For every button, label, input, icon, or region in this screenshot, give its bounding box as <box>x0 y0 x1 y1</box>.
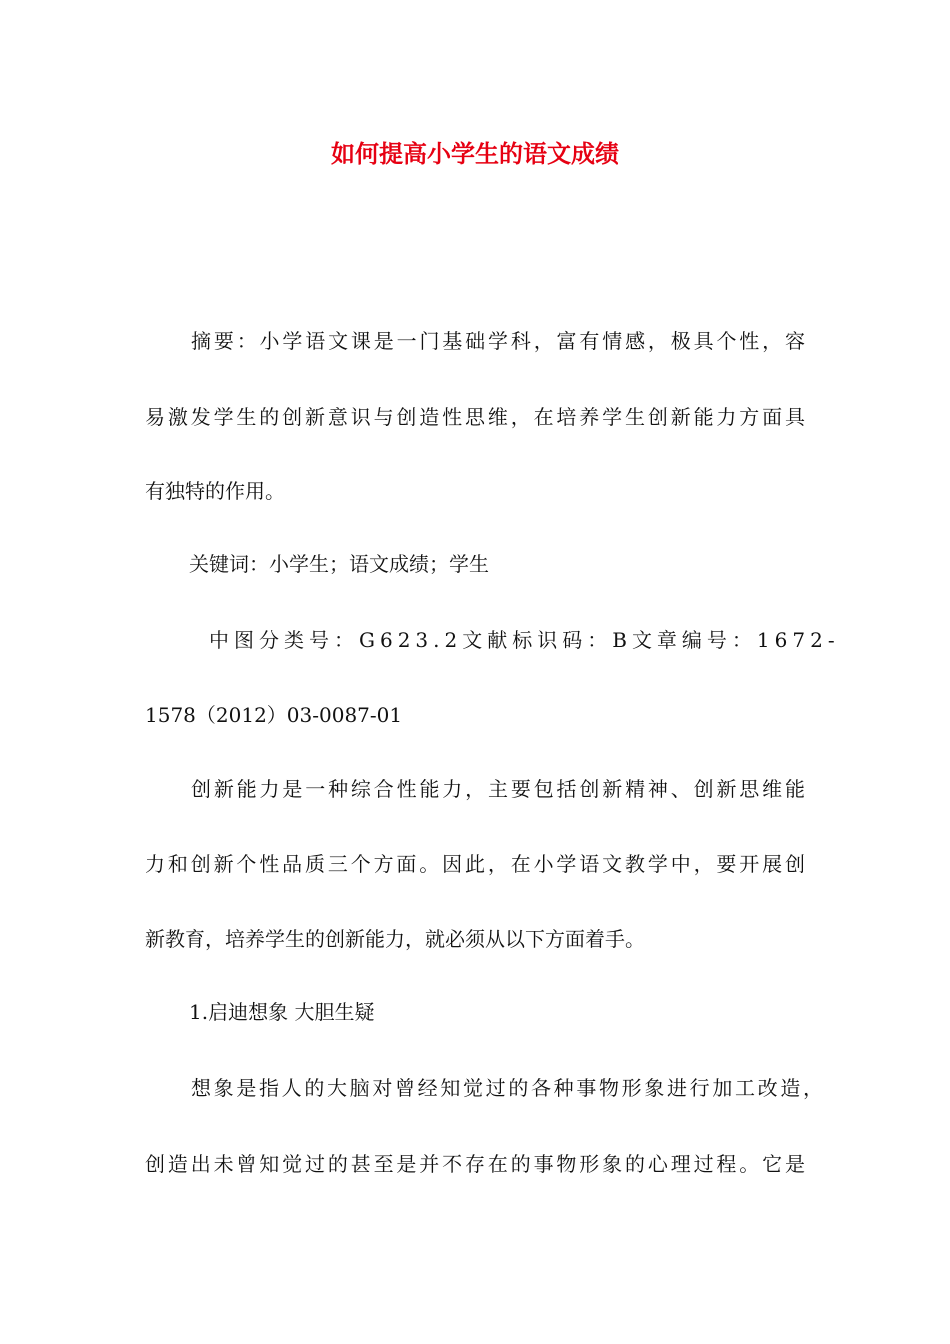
paragraph-2-line-2: 创造出未曾知觉过的甚至是并不存在的事物形象的心理过程。它是 <box>145 1152 805 1176</box>
document-title: 如何提高小学生的语文成绩 <box>331 139 619 168</box>
keywords-line: 关键词：小学生；语文成绩；学生 <box>189 552 489 576</box>
article-number-continued: 1578（2012）03-0087-01 <box>145 703 403 727</box>
abstract-line-2: 易激发学生的创新意识与创造性思维，在培养学生创新能力方面具 <box>145 405 805 429</box>
paragraph-2-line-1: 想象是指人的大脑对曾经知觉过的各种事物形象进行加工改造， <box>191 1076 823 1100</box>
paragraph-1-line-3: 新教育，培养学生的创新能力，就必须从以下方面着手。 <box>145 927 645 951</box>
section-1-heading: 1.启迪想象 大胆生疑 <box>189 1000 375 1024</box>
article-number-label: 文章编号：1672- <box>631 628 840 652</box>
abstract-line-3: 有独特的作用。 <box>145 479 285 503</box>
clc-number: 中图分类号：G623.2 <box>209 628 463 652</box>
abstract-line-1: 摘要：小学语文课是一门基础学科，富有情感，极具个性，容 <box>191 329 805 353</box>
document-code: 文献标识码：B <box>462 628 632 652</box>
classification-line <box>145 626 840 654</box>
paragraph-1-line-1: 创新能力是一种综合性能力，主要包括创新精神、创新思维能 <box>191 777 805 801</box>
paragraph-1-line-2: 力和创新个性品质三个方面。因此，在小学语文教学中，要开展创 <box>145 852 805 876</box>
